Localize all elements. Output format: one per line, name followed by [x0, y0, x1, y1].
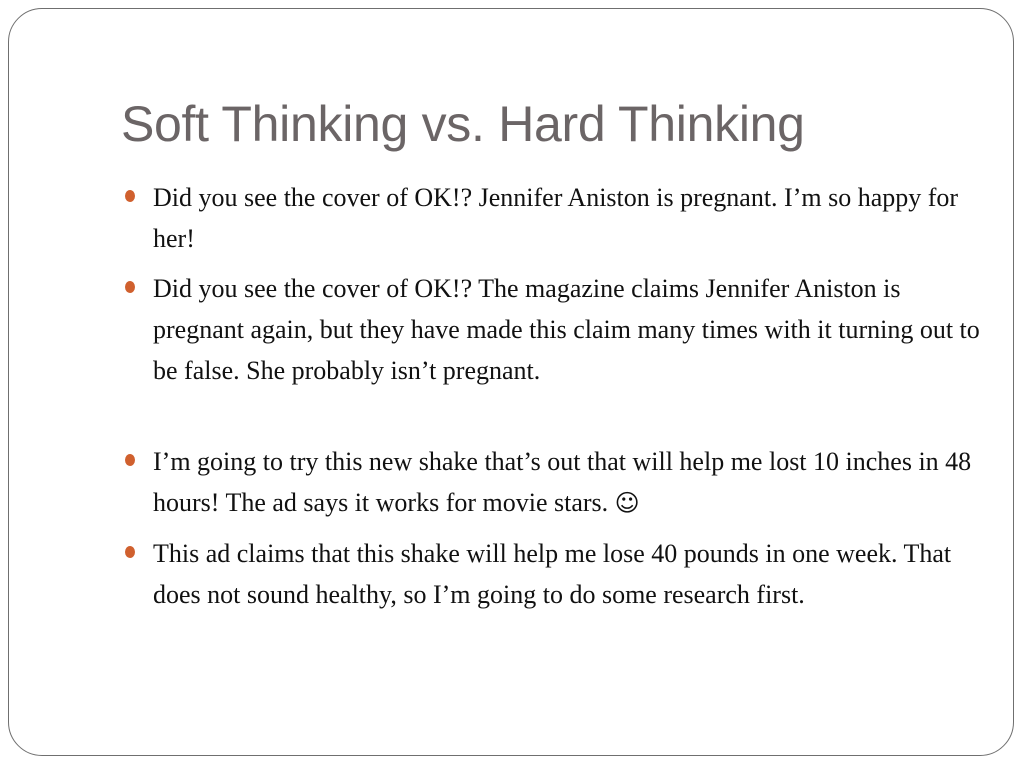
slide-title: Soft Thinking vs. Hard Thinking: [121, 96, 805, 152]
bullet-text: Did you see the cover of OK!? The magazine claims Jennifer Aniston is pregnant again, but they have made this claim many times with it turning out to be false. She probably isn’t pregnant.: [153, 274, 980, 385]
bullet-list: [121, 177, 981, 624]
slide: [8, 8, 1014, 756]
smiley-icon: ☺: [614, 489, 640, 517]
bullet-dot-icon: [125, 281, 135, 293]
bullet-item: [121, 268, 981, 391]
bullet-dot-icon: [125, 546, 135, 558]
bullet-text: I’m going to try this new shake that’s out that will help me lost 10 inches in 48 hours! The ad says it works for movie stars.: [153, 447, 972, 517]
bullet-item: [121, 533, 981, 615]
bullet-dot-icon: [125, 190, 135, 202]
bullet-item: [121, 441, 981, 524]
bullet-item: [121, 177, 981, 259]
bullet-dot-icon: [125, 454, 135, 466]
bullet-text: Did you see the cover of OK!? Jennifer Aniston is pregnant. I’m so happy for her!: [153, 183, 959, 253]
bullet-text: This ad claims that this shake will help me lose 40 pounds in one week. That does not sound healthy, so I’m going to do some research first.: [153, 539, 952, 609]
